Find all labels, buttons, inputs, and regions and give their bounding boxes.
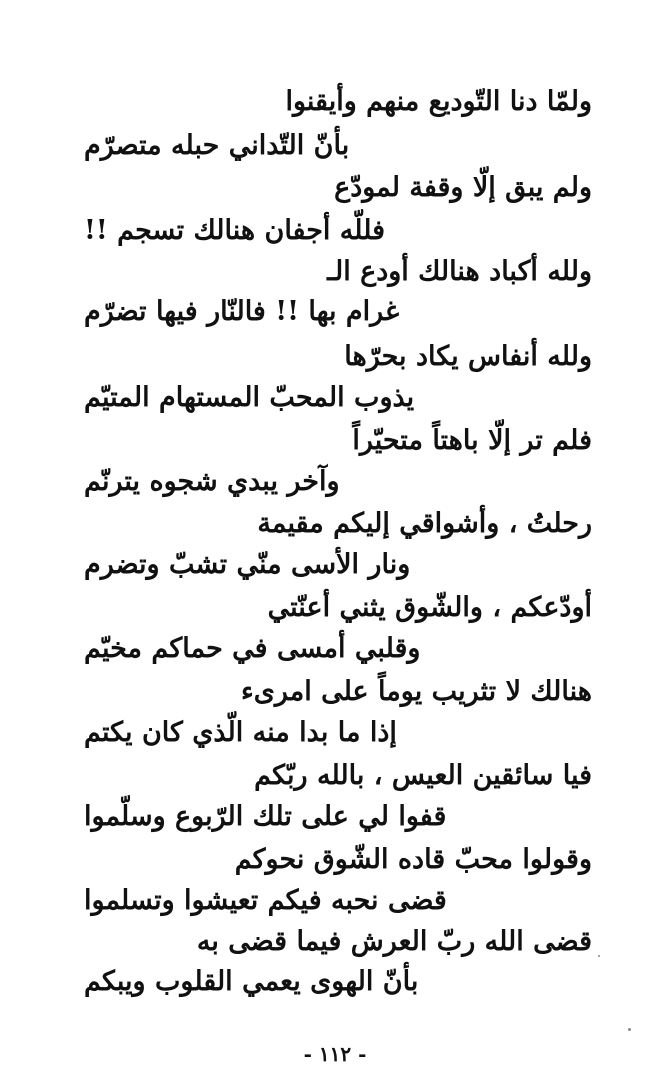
verse-3-second-half: غرام بها !! فالنّار فيها تضرّم: [84, 296, 400, 327]
verse-9-second-half: قفوا لي على تلك الرّبوع وسلّموا: [84, 801, 447, 832]
verse-7-first-half: أودّعكم ، والشّوق يثني أعنّتي: [267, 592, 592, 623]
verse-1-second-half: بأنّ التّداني حبله متصرّم: [84, 130, 350, 161]
verse-1-first-half: ولمّا دنا التّوديع منهم وأيقنوا: [285, 86, 592, 117]
verse-9-first-half: فيا سائقين العيس ، بالله ربّكم: [254, 760, 592, 791]
verse-2-first-half: ولم يبق إلّا وقفة لمودّع: [334, 172, 592, 203]
verse-11-first-half: قضى الله ربّ العرش فيما قضى به: [196, 926, 592, 957]
verse-3-first-half: ولله أكباد هنالك أودع الـ: [327, 256, 592, 287]
verse-4-first-half: ولله أنفاس يكاد بحرّها: [344, 341, 592, 372]
verse-8-second-half: إذا ما بدا منه الّذي كان يكتم: [84, 717, 397, 748]
page-number: - ١١٢ -: [303, 1042, 367, 1066]
verse-10-first-half: وقولوا محبّ قاده الشّوق نحوكم: [234, 844, 592, 875]
verse-11-second-half: بأنّ الهوى يعمي القلوب ويبكم: [84, 966, 419, 997]
verse-10-second-half: قضى نحبه فيكم تعيشوا وتسلموا: [84, 885, 447, 916]
scan-speck: [598, 955, 600, 957]
scan-speck: [628, 1028, 631, 1031]
verse-2-second-half: فللّه أجفان هنالك تسجم !!: [84, 215, 386, 246]
verse-5-second-half: وآخر يبدي شجوه يترنّم: [84, 466, 340, 497]
verse-6-first-half: رحلتُ ، وأشواقي إليكم مقيمة: [257, 508, 592, 539]
verse-8-first-half: هنالك لا تثريب يوماً على امرىء: [241, 676, 592, 707]
verse-5-first-half: فلم تر إلّا باهتاً متحيّراً: [352, 425, 592, 456]
verse-7-second-half: وقلبي أمسى في حماكم مخيّم: [84, 633, 421, 664]
verse-4-second-half: يذوب المحبّ المستهام المتيّم: [84, 382, 415, 413]
verse-6-second-half: ونار الأسى منّي تشبّ وتضرم: [84, 549, 411, 580]
